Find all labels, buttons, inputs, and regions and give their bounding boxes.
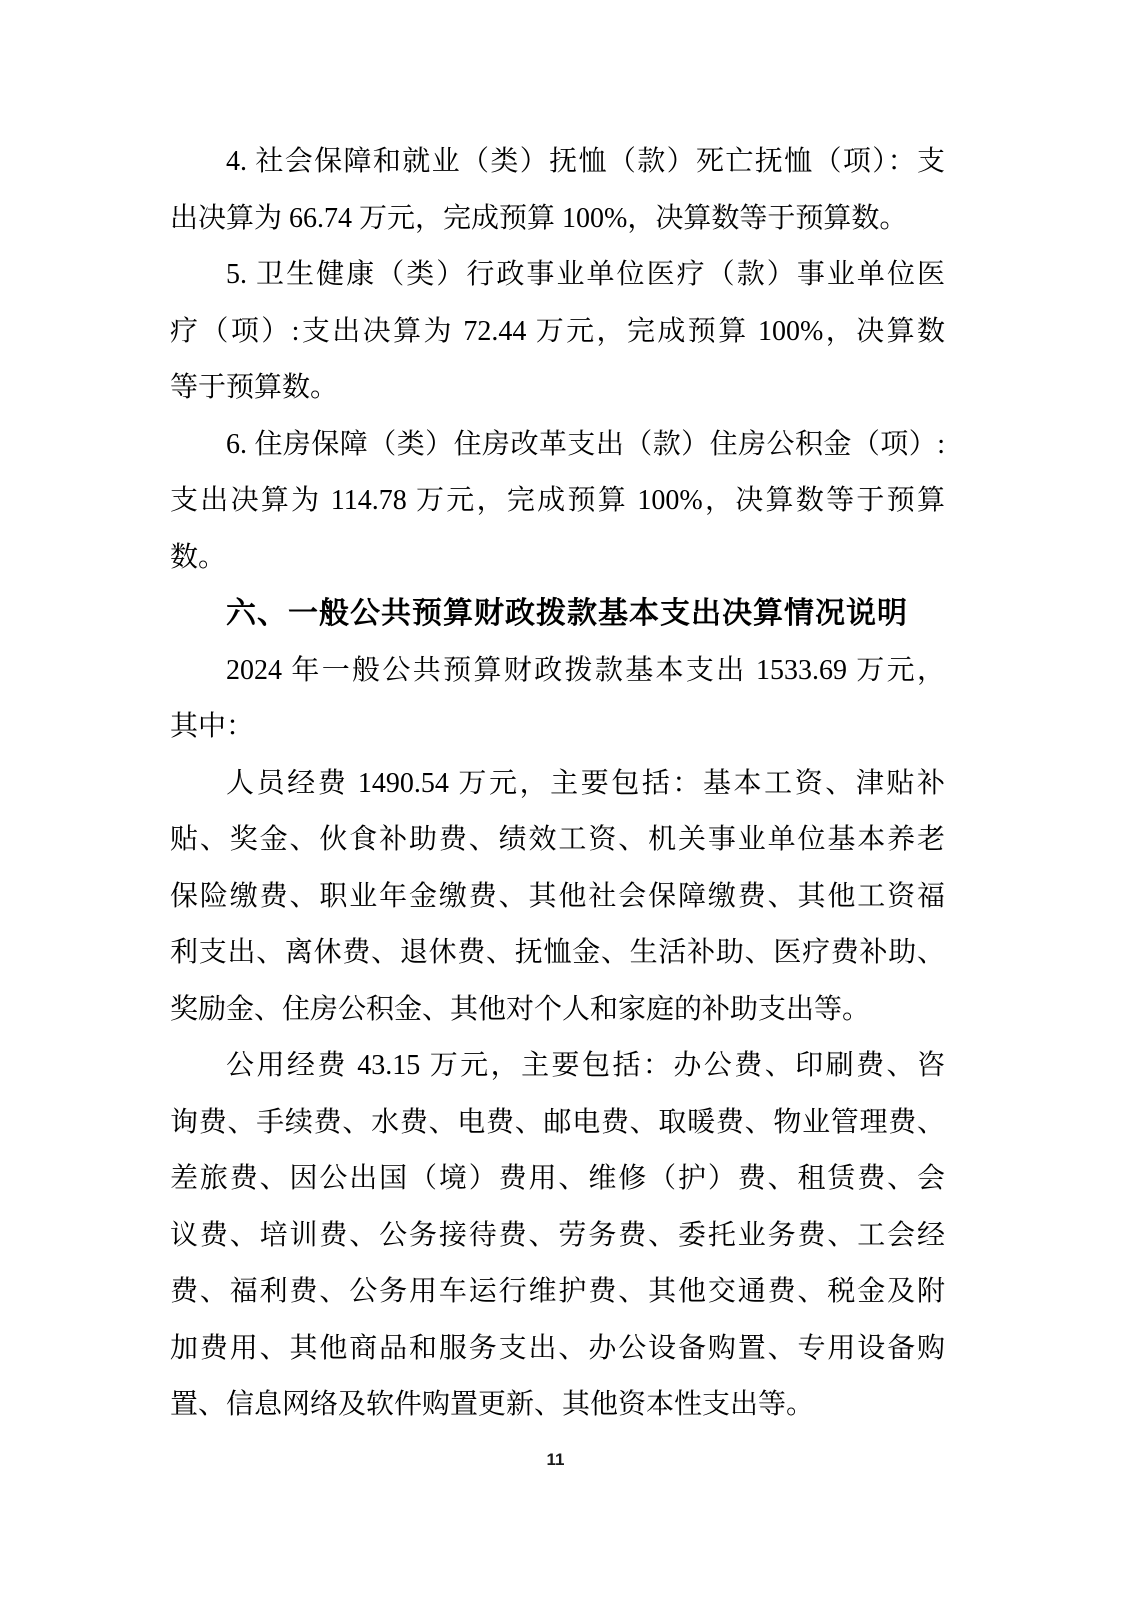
text-line: 其中： — [170, 711, 255, 742]
text-line: 贴、奖金、伙食补助费、绩效工资、机关事业单位基本养老 — [170, 824, 945, 855]
section-heading-container — [170, 586, 945, 643]
text-line: 6. 住房保障（类）住房改革支出（款）住房公积金（项）: — [226, 428, 945, 460]
text-line: 5. 卫生健康（类）行政事业单位医疗（款）事业单位医 — [226, 259, 945, 290]
text-line: 置、信息网络及软件购置更新、其他资本性支出等。 — [170, 1389, 815, 1420]
text-line: 差旅费、因公出国（境）费用、维修（护）费、租赁费、会 — [170, 1163, 945, 1194]
document-body — [170, 134, 945, 1434]
section-heading: 六、一般公共预算财政拨款基本支出决算情况说明 — [226, 597, 908, 630]
paragraph-personnel-funds — [170, 756, 945, 1039]
text-line: 费、福利费、公务用车运行维护费、其他交通费、税金及附 — [170, 1276, 945, 1307]
text-line: 议费、培训费、公务接待费、劳务费、委托业务费、工会经 — [170, 1219, 945, 1251]
text-line: 4. 社会保障和就业（类）抚恤（款）死亡抚恤（项）：支 — [226, 146, 945, 177]
text-line: 出决算为 66.74 万元，完成预算 100%，决算数等于预算数。 — [170, 202, 908, 234]
text-line: 支出决算为 114.78 万元，完成预算 100%，决算数等于预算 — [170, 485, 945, 516]
text-line: 数。 — [170, 541, 227, 573]
text-line: 询费、手续费、水费、电费、邮电费、取暖费、物业管理费、 — [170, 1106, 945, 1138]
text-line: 加费用、其他商品和服务支出、办公设备购置、专用设备购 — [170, 1332, 945, 1364]
page-number: 11 — [546, 1450, 565, 1469]
paragraph-item-5 — [170, 247, 945, 417]
text-line: 奖励金、住房公积金、其他对个人和家庭的补助支出等。 — [170, 993, 871, 1025]
text-line: 人员经费 1490.54 万元，主要包括：基本工资、津贴补 — [226, 767, 945, 799]
paragraph-intro — [170, 643, 945, 756]
text-line: 疗（项）:支出决算为 72.44 万元，完成预算 100%，决算数 — [170, 315, 945, 347]
paragraph-public-funds — [170, 1038, 945, 1434]
text-line: 2024 年一般公共预算财政拨款基本支出 1533.69 万元， — [226, 654, 945, 686]
text-line: 等于预算数。 — [170, 372, 339, 403]
paragraph-item-4 — [170, 134, 945, 247]
text-line: 保险缴费、职业年金缴费、其他社会保障缴费、其他工资福 — [170, 880, 945, 912]
text-line: 公用经费 43.15 万元，主要包括：办公费、印刷费、咨 — [226, 1050, 945, 1081]
paragraph-item-6 — [170, 417, 945, 587]
text-line: 利支出、离休费、退休费、抚恤金、生活补助、医疗费补助、 — [170, 937, 945, 968]
